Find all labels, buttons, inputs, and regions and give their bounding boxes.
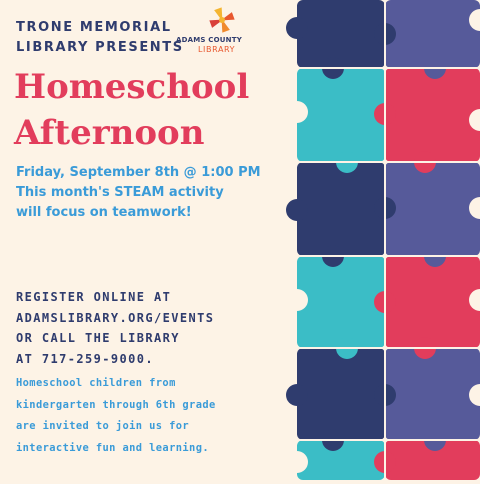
puzzle-piece xyxy=(297,348,385,440)
event-date-line: Friday, September 8th @ 1:00 PM xyxy=(16,165,261,180)
adams-county-library-logo-icon xyxy=(176,6,268,36)
library-logo xyxy=(176,6,268,56)
logo-library-text: LIBRARY xyxy=(198,45,236,54)
page-title xyxy=(14,64,284,156)
puzzle-piece xyxy=(385,348,480,440)
jigsaw-puzzle-pieces-icon xyxy=(285,0,480,480)
register-line-1: REGISTER ONLINE AT xyxy=(16,290,172,304)
description-line-1: Homeschool children from xyxy=(16,377,176,389)
puzzle-piece xyxy=(297,68,385,162)
puzzle-piece xyxy=(297,0,385,68)
title-line-1: Homeschool xyxy=(14,67,250,107)
event-activity-line-2: will focus on teamwork! xyxy=(16,205,192,220)
description-line-2: kindergarten through 6th grade xyxy=(16,398,216,411)
puzzle-piece xyxy=(385,162,480,256)
description-line-4: interactive fun and learning. xyxy=(16,441,210,454)
event-details xyxy=(16,163,286,223)
puzzle-piece xyxy=(297,162,385,256)
register-phone-line: AT 717-259-9000. xyxy=(16,351,154,366)
puzzle-decoration xyxy=(285,0,480,480)
description-line-3: are invited to join us for xyxy=(16,420,190,432)
presenter-line-1: TRONE MEMORIAL xyxy=(16,20,172,35)
register-line-3: OR CALL THE LIBRARY xyxy=(16,331,180,345)
puzzle-piece xyxy=(385,256,480,348)
presenter-line-2: LIBRARY PRESENTS xyxy=(16,40,184,55)
program-description xyxy=(16,373,286,459)
title-line-2: Afternoon xyxy=(14,113,205,153)
event-activity-line-1: This month's STEAM activity xyxy=(16,185,224,200)
register-url-line: ADAMSLIBRARY.ORG/EVENTS xyxy=(16,310,215,325)
presenter-heading xyxy=(16,18,184,58)
logo-county-text: ADAMS COUNTY xyxy=(176,36,242,44)
puzzle-piece xyxy=(385,68,480,162)
puzzle-piece xyxy=(297,256,385,348)
registration-info xyxy=(16,287,286,369)
